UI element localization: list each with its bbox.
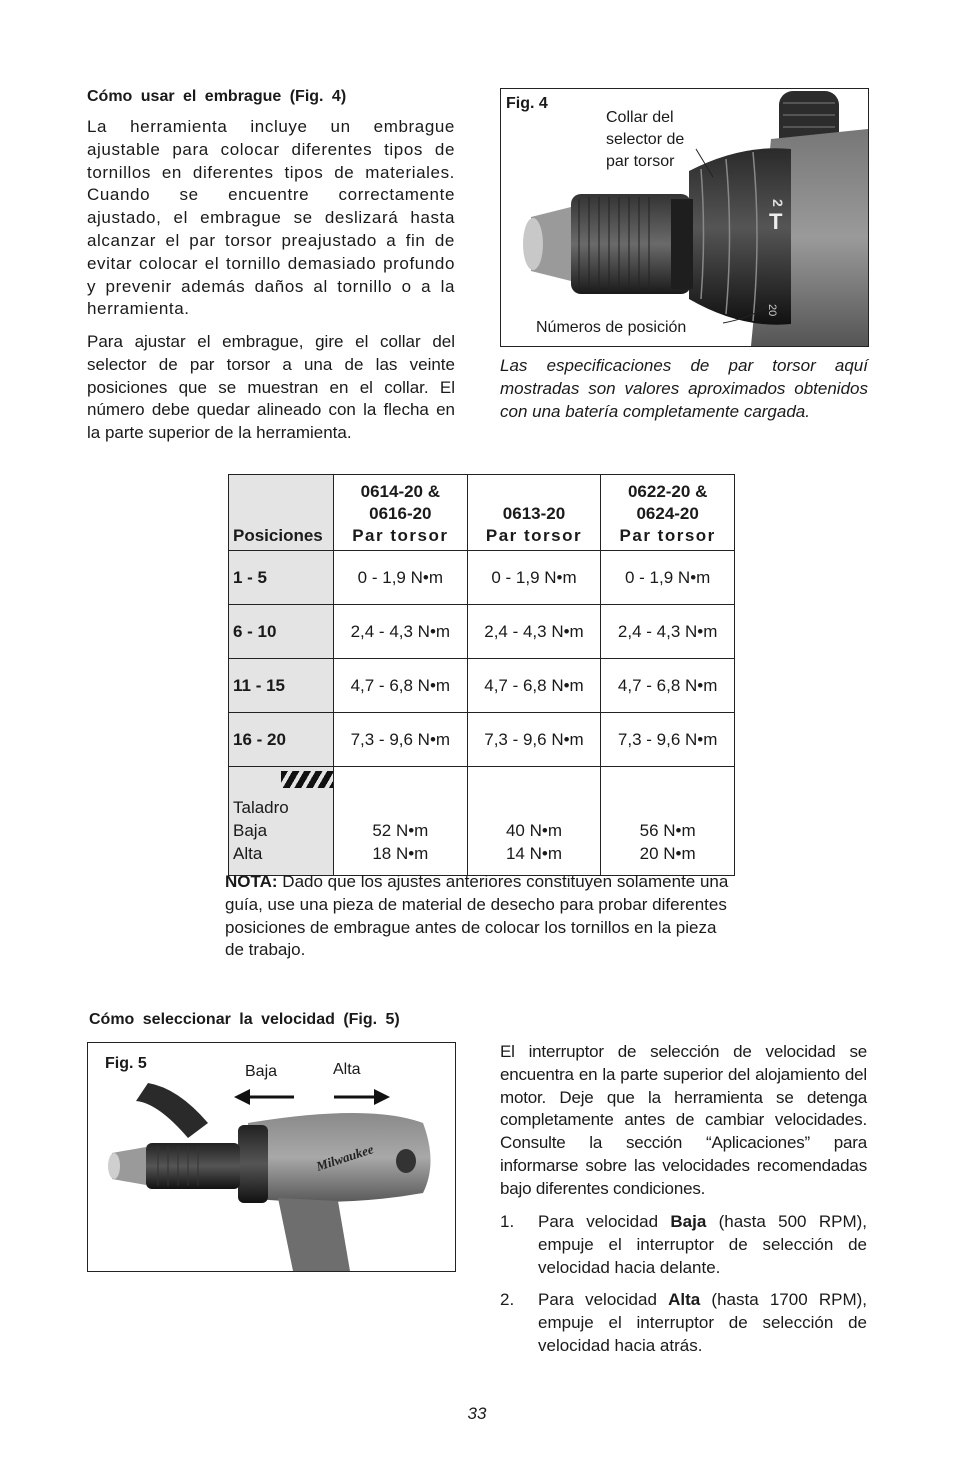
speed-paragraph: El interruptor de selección de velocidad se encuentra en la parte superior del alojamiento del motor. Deje que la herramienta se detenga completamente antes de cambiar velocidades. Consulte la sección “Aplicaciones” para informarse sobre las velocidades recomendadas bajo diferentes condiciones. bbox=[500, 1042, 867, 1198]
row-4-position: 16 - 20 bbox=[229, 713, 334, 767]
drill-col-1 bbox=[334, 767, 468, 876]
step-2-post: (hasta 1700 RPM), empuje el interruptor de selección de velocidad hacia atrás. bbox=[538, 1290, 868, 1355]
speed-steps bbox=[500, 1211, 867, 1368]
note-text: Dado que los ajustes anteriores constituyen solamente una guía, use una pieza de material de desecho para probar diferentes posiciones de embrague antes de colocar los tornillos en la pieza de trabajo. bbox=[225, 872, 729, 960]
step-1-post: (hasta 500 RPM), empuje el interruptor de selección de velocidad hacia delante. bbox=[538, 1212, 867, 1277]
svg-text:2: 2 bbox=[770, 199, 786, 207]
fig-4-box bbox=[500, 88, 869, 347]
header-col-2-torque: Par torsor bbox=[485, 526, 583, 545]
table-header-row bbox=[229, 475, 735, 551]
drill-col-1-low: 52 N•m bbox=[372, 821, 429, 840]
fig-4-label: Fig. 4 bbox=[506, 95, 548, 112]
clutch-heading: Cómo usar el embrague (Fig. 4) bbox=[87, 88, 347, 105]
drill-col-3-low: 56 N•m bbox=[639, 821, 696, 840]
row-3-col-2: 4,7 - 6,8 N•m bbox=[467, 659, 601, 713]
fig-4-caption: Las especificaciones de par torsor aquí mostradas son valores aproximados obtenidos con una batería completamente cargada. bbox=[500, 356, 868, 421]
table-row-drill bbox=[229, 767, 735, 876]
collar-callout bbox=[606, 107, 684, 173]
header-col-3-line-2: 0624-20 bbox=[636, 504, 699, 523]
row-1-col-1: 0 - 1,9 N•m bbox=[334, 551, 468, 605]
step-2-pre: Para velocidad bbox=[538, 1290, 669, 1310]
drill-col-2-high: 14 N•m bbox=[505, 844, 562, 863]
header-col-2 bbox=[467, 475, 601, 551]
list-item bbox=[500, 1289, 867, 1357]
step-2-number: 2. bbox=[500, 1290, 515, 1310]
clutch-paragraph-1: La herramienta incluye un embrague ajustable para colocar diferentes tipos de tornillos en diferentes tipos de materiales. Cuando se encuentre correctamente ajustado, el embrague se deslizará hasta alcanzar el par torsor preajustado a fin de evitar colocar el tornillo demasiado profundo y prevenir además daños al tornillo o a la herramienta. bbox=[87, 117, 455, 319]
drill-position bbox=[229, 767, 334, 876]
high-speed-label: Alta bbox=[333, 1061, 361, 1078]
row-3-position: 11 - 15 bbox=[229, 659, 334, 713]
note-label: NOTA: bbox=[225, 872, 278, 891]
table-row bbox=[229, 713, 735, 767]
row-2-col-1: 2,4 - 4,3 N•m bbox=[334, 605, 468, 659]
row-2-col-3: 2,4 - 4,3 N•m bbox=[601, 605, 735, 659]
row-2-col-2: 2,4 - 4,3 N•m bbox=[467, 605, 601, 659]
position-numbers-callout: Números de posición bbox=[536, 319, 687, 336]
row-1-col-3: 0 - 1,9 N•m bbox=[601, 551, 735, 605]
row-2-position: 6 - 10 bbox=[229, 605, 334, 659]
torque-table bbox=[228, 474, 735, 876]
collar-callout-line-2: selector de bbox=[606, 131, 685, 148]
drill-col-1-high: 18 N•m bbox=[372, 844, 429, 863]
collar-callout-line-3: par torsor bbox=[606, 153, 675, 170]
row-4-col-1: 7,3 - 9,6 N•m bbox=[334, 713, 468, 767]
brand-logo: Milwaukee bbox=[314, 1141, 376, 1174]
drill-high-label: Alta bbox=[233, 844, 263, 863]
low-speed-label: Baja bbox=[245, 1063, 278, 1080]
row-4-col-3: 7,3 - 9,6 N•m bbox=[601, 713, 735, 767]
header-col-3-line-1: 0622-20 & bbox=[627, 482, 708, 501]
drill-col-2 bbox=[467, 767, 601, 876]
header-col-1-torque: Par torsor bbox=[352, 526, 449, 545]
row-1-position: 1 - 5 bbox=[229, 551, 334, 605]
table-row bbox=[229, 551, 735, 605]
table-row bbox=[229, 659, 735, 713]
header-col-2-line-2: 0613-20 bbox=[502, 504, 566, 523]
svg-text:20: 20 bbox=[766, 304, 778, 317]
fig-5-label: Fig. 5 bbox=[105, 1055, 147, 1072]
row-1-col-2: 0 - 1,9 N•m bbox=[467, 551, 601, 605]
svg-text:T: T bbox=[769, 209, 783, 234]
fig-5-box bbox=[87, 1042, 456, 1272]
note bbox=[225, 871, 735, 962]
header-col-3 bbox=[601, 475, 735, 551]
page-number: 33 bbox=[467, 1404, 487, 1423]
step-1-bold: Baja bbox=[670, 1212, 707, 1231]
clutch-paragraph-2: Para ajustar el embrague, gire el collar del selector de par torsor a una de las veinte posiciones que se muestran en el collar. El número debe quedar alineado con la flecha en la parte superior de la herramienta. bbox=[87, 332, 455, 443]
row-3-col-3: 4,7 - 6,8 N•m bbox=[601, 659, 735, 713]
header-positions: Posiciones bbox=[229, 475, 334, 551]
step-1-number: 1. bbox=[500, 1212, 515, 1231]
drill-label: Taladro bbox=[233, 798, 289, 817]
drill-col-3-high: 20 N•m bbox=[639, 844, 696, 863]
drill-col-3 bbox=[601, 767, 735, 876]
header-col-1-line-2: 0616-20 bbox=[369, 504, 432, 523]
step-1-pre: Para velocidad bbox=[538, 1212, 671, 1231]
speed-heading: Cómo seleccionar la velocidad (Fig. 5) bbox=[89, 1011, 400, 1028]
drill-clutch-illustration bbox=[501, 89, 868, 346]
header-col-3-torque: Par torsor bbox=[619, 526, 716, 545]
header-col-1 bbox=[334, 475, 468, 551]
row-4-col-2: 7,3 - 9,6 N•m bbox=[467, 713, 601, 767]
step-2-bold: Alta bbox=[668, 1290, 701, 1310]
drill-mode-icon bbox=[281, 771, 333, 788]
drill-col-2-low: 40 N•m bbox=[505, 821, 562, 840]
table-row bbox=[229, 605, 735, 659]
header-col-1-line-1: 0614-20 & bbox=[360, 482, 441, 501]
drill-low-label: Baja bbox=[233, 821, 268, 840]
collar-callout-line-1: Collar del bbox=[606, 109, 674, 126]
row-3-col-1: 4,7 - 6,8 N•m bbox=[334, 659, 468, 713]
list-item bbox=[500, 1211, 867, 1279]
